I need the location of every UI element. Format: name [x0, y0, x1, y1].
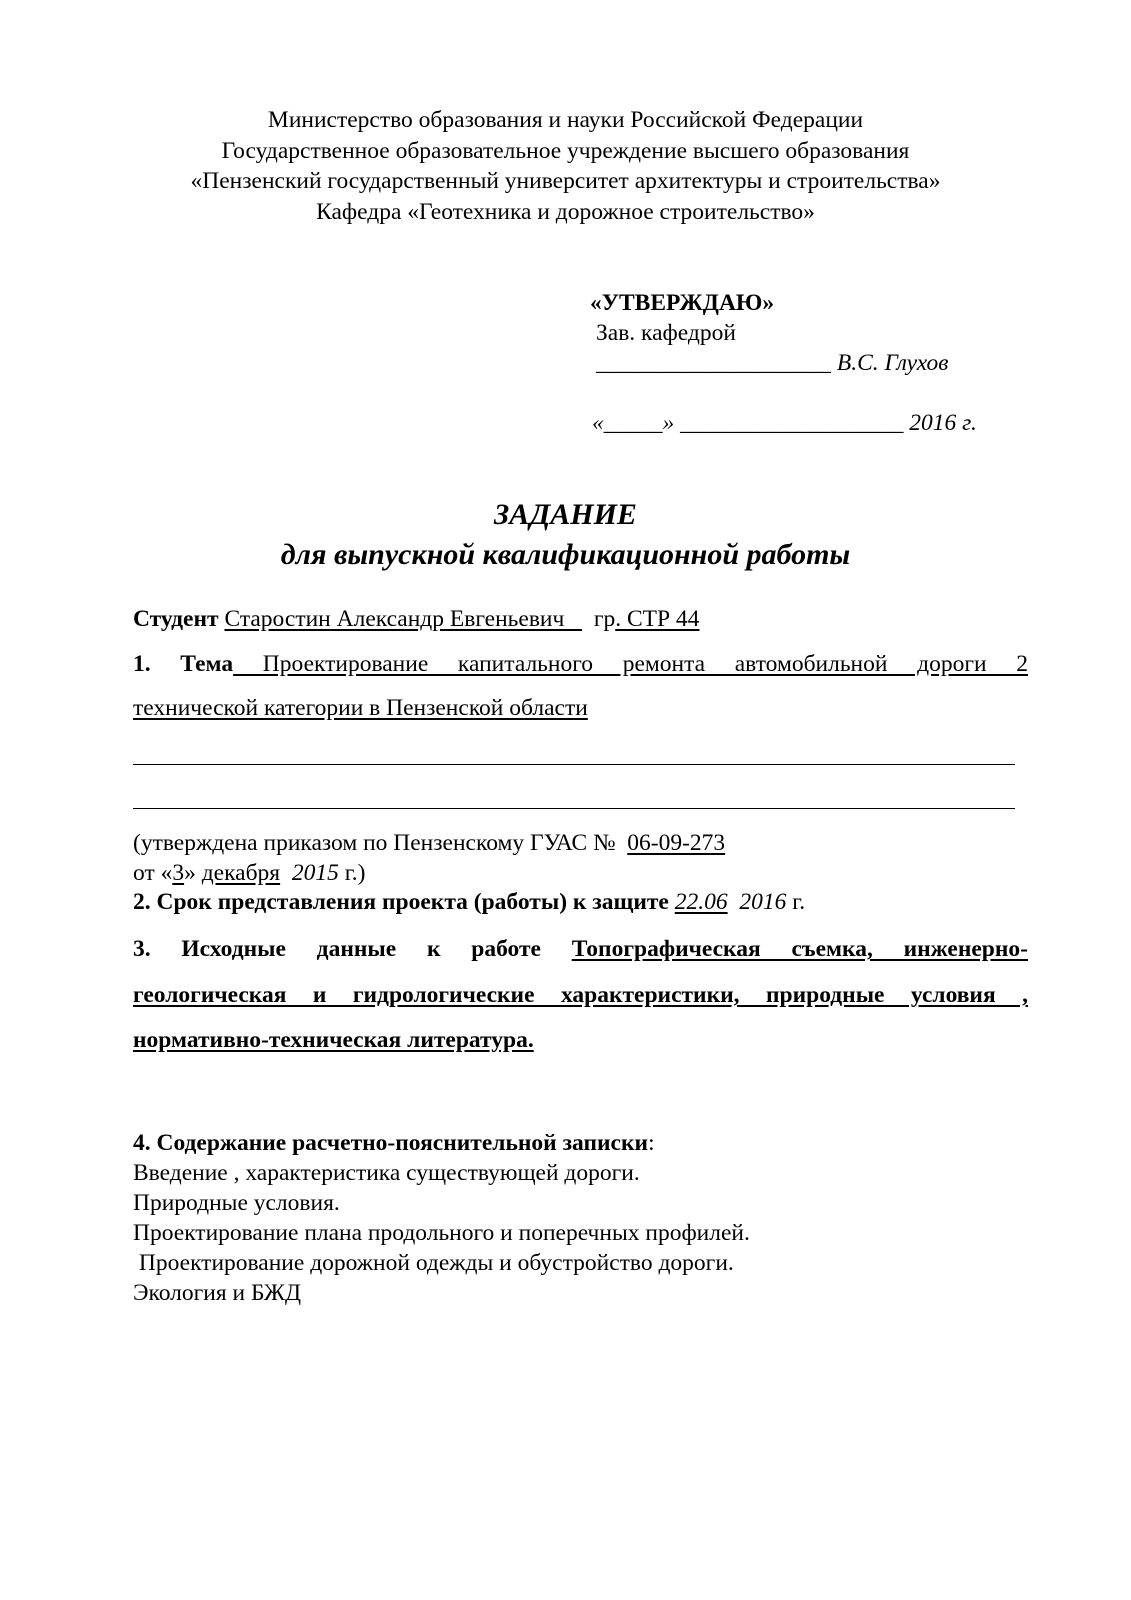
order-quote-close: » [184, 860, 202, 886]
order-date-prefix: от « [133, 860, 173, 886]
department-line: Кафедра «Геотехника и дорожное строительство» [316, 199, 815, 225]
contents-colon: : [648, 1130, 655, 1156]
university-name-line: «Пензенский государственный университет архитектуры и строительства» [190, 168, 941, 194]
approval-heading: «УТВЕРЖДАЮ» [590, 290, 775, 316]
student-name: Старостин Александр Евгеньевич [224, 606, 582, 632]
contents-heading: 4. Содержание расчетно-пояснительной записки [133, 1130, 649, 1156]
group-label: гр [593, 606, 616, 632]
contents-item: Природные условия. [133, 1190, 340, 1216]
order-line-1 [133, 830, 725, 857]
contents-heading-line [133, 1130, 655, 1157]
blank-line-2 [133, 808, 1015, 809]
topic-label: 1. Тема [133, 651, 234, 677]
assignment-title: ЗАДАНИЕ [494, 498, 637, 531]
blank-line-1 [133, 764, 1015, 765]
source-data-label: 3. Исходные данные к работе [133, 936, 572, 962]
topic-line-1 [133, 651, 1028, 678]
order-number: 06-09-273 [627, 830, 726, 856]
approver-name: В.С. Глухов [836, 350, 949, 376]
date-year: 2016 г. [909, 410, 977, 436]
ministry-line: Министерство образования и науки Российской Федерации [267, 107, 864, 133]
source-data-text-1: Топографическая съемка, инженерно- [571, 936, 1028, 962]
source-data-text-3: нормативно-техническая литература. [133, 1027, 534, 1053]
date-day-blank: «_____» [592, 410, 675, 436]
student-line [133, 606, 699, 633]
order-month: декабря [201, 860, 281, 886]
approval-position: Зав. кафедрой [596, 320, 736, 346]
order-day: 3 [172, 860, 185, 886]
deadline-year: 2016 [739, 889, 787, 915]
topic-text-2: технической категории в Пензенской области [133, 695, 588, 721]
source-data-line-1 [133, 936, 1028, 963]
order-suffix: г.) [338, 860, 366, 886]
topic-text-1: Проектирование капитального ремонта автомобильной дороги 2 [233, 651, 1028, 677]
contents-item: Экология и БЖД [133, 1280, 301, 1306]
approval-date-line [592, 410, 977, 437]
date-month-blank: ___________________ [680, 410, 904, 436]
deadline-suffix: г. [786, 889, 806, 915]
approval-signature-line [596, 350, 949, 377]
order-year: 2015 [291, 860, 339, 886]
contents-item: Проектирование плана продольного и поперечных профилей. [133, 1220, 750, 1246]
order-prefix: (утверждена приказом по Пензенскому ГУАС № [133, 830, 628, 856]
institution-type-line: Государственное образовательное учреждение высшего образования [221, 138, 910, 164]
order-line-2 [133, 860, 365, 887]
deadline-label: 2. Срок представления проекта (работы) к защите [133, 889, 675, 915]
deadline-line [133, 889, 805, 916]
contents-item: Введение , характеристика существующей дороги. [133, 1160, 640, 1186]
contents-item: Проектирование дорожной одежды и обустройство дороги. [133, 1250, 734, 1276]
assignment-subtitle: для выпускной квалификационной работы [280, 538, 851, 571]
deadline-date: 22.06 [674, 889, 728, 915]
student-label: Студент [133, 606, 219, 632]
signature-blank: ____________________ [596, 350, 831, 376]
source-data-text-2: геологическая и гидрологические характеристики, природные условия , [133, 982, 1028, 1008]
group-value: . СТР 44 [615, 606, 700, 632]
